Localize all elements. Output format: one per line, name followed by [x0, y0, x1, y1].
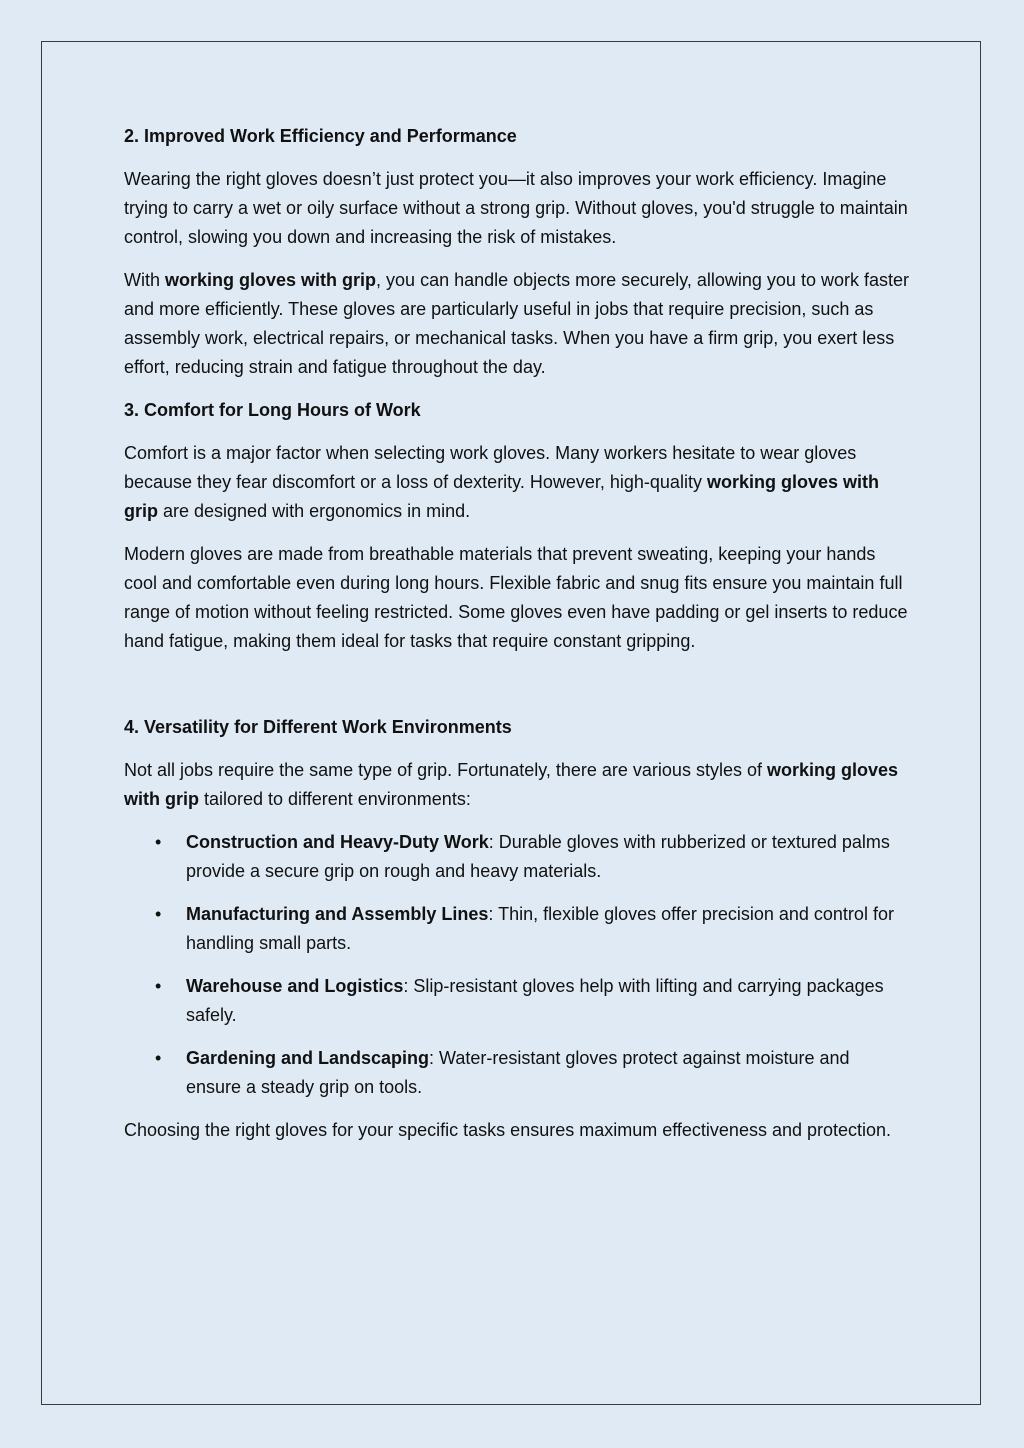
text-segment: , you can handle objects more securely, allowing you to work faster and more efficiently. These gloves are particularly useful in jobs that require precision, such as assembly work, electrical repairs, or mechanical tasks. When you have a firm grip, you exert less effort, reducing strain and fatigue throughout the day. — [124, 270, 909, 377]
bullet-icon: • — [155, 832, 162, 852]
list-item-title: Manufacturing and Assembly Lines — [186, 904, 489, 924]
bullet-icon: • — [155, 1048, 162, 1068]
section-spacer — [124, 670, 909, 713]
text-segment: With — [124, 270, 166, 290]
list-item-description: : Water-resistant gloves protect against moisture and ensure a steady grip on tools. — [186, 1048, 850, 1097]
paragraph-closing: Choosing the right gloves for your specific tasks ensures maximum effectiveness and protection. — [124, 1120, 892, 1140]
list-item-text — [186, 1048, 850, 1097]
list-item-title: Gardening and Landscaping — [186, 1048, 430, 1068]
list-item-text — [186, 976, 884, 1025]
bullet-icon: • — [155, 904, 162, 924]
text-segment: Not all jobs require the same type of grip. Fortunately, there are various styles of — [124, 760, 767, 780]
environment-list — [124, 828, 909, 1102]
paragraph-efficiency-grip — [124, 266, 909, 382]
document-body — [124, 122, 909, 1159]
list-item — [124, 1044, 909, 1102]
list-item-text — [186, 832, 890, 881]
list-item-description: : Durable gloves with rubberized or textured palms provide a secure grip on rough and heavy materials. — [186, 832, 890, 881]
bold-keyword: working gloves with grip — [124, 472, 879, 521]
heading-versatility: 4. Versatility for Different Work Environments — [124, 717, 512, 737]
bold-keyword: working gloves with grip — [124, 760, 899, 809]
list-item-title: Construction and Heavy-Duty Work — [186, 832, 489, 852]
list-item-title: Warehouse and Logistics — [186, 976, 404, 996]
text-segment: tailored to different environments: — [199, 789, 471, 809]
text-segment: Comfort is a major factor when selecting work gloves. Many workers hesitate to wear gloves because they fear discomfort or a loss of dexterity. However, high-quality — [124, 443, 857, 492]
bullet-icon: • — [155, 976, 162, 996]
list-item — [124, 900, 909, 958]
list-item-description: : Slip-resistant gloves help with lifting and carrying packages safely. — [186, 976, 884, 1025]
paragraph-versatility-intro — [124, 756, 909, 814]
text-segment: are designed with ergonomics in mind. — [158, 501, 471, 521]
bold-keyword: working gloves with grip — [165, 270, 377, 290]
list-item — [124, 972, 909, 1030]
heading-improved-efficiency: 2. Improved Work Efficiency and Performance — [124, 126, 517, 146]
paragraph-efficiency-intro: Wearing the right gloves doesn’t just protect you—it also improves your work efficiency. Imagine trying to carry a wet or oily surface without a strong grip. Without gloves, you'd struggle to maintain control, slowing you down and increasing the risk of mistakes. — [124, 169, 908, 247]
list-item-description: : Thin, flexible gloves offer precision and control for handling small parts. — [186, 904, 894, 953]
list-item — [124, 828, 909, 886]
paragraph-comfort-intro — [124, 439, 909, 526]
list-item-text — [186, 904, 894, 953]
heading-comfort: 3. Comfort for Long Hours of Work — [124, 400, 421, 420]
paragraph-comfort-materials: Modern gloves are made from breathable materials that prevent sweating, keeping your hands cool and comfortable even during long hours. Flexible fabric and snug fits ensure you maintain full range of motion without feeling restricted. Some gloves even have padding or gel inserts to reduce hand fatigue, making them ideal for tasks that require constant gripping. — [124, 544, 908, 651]
